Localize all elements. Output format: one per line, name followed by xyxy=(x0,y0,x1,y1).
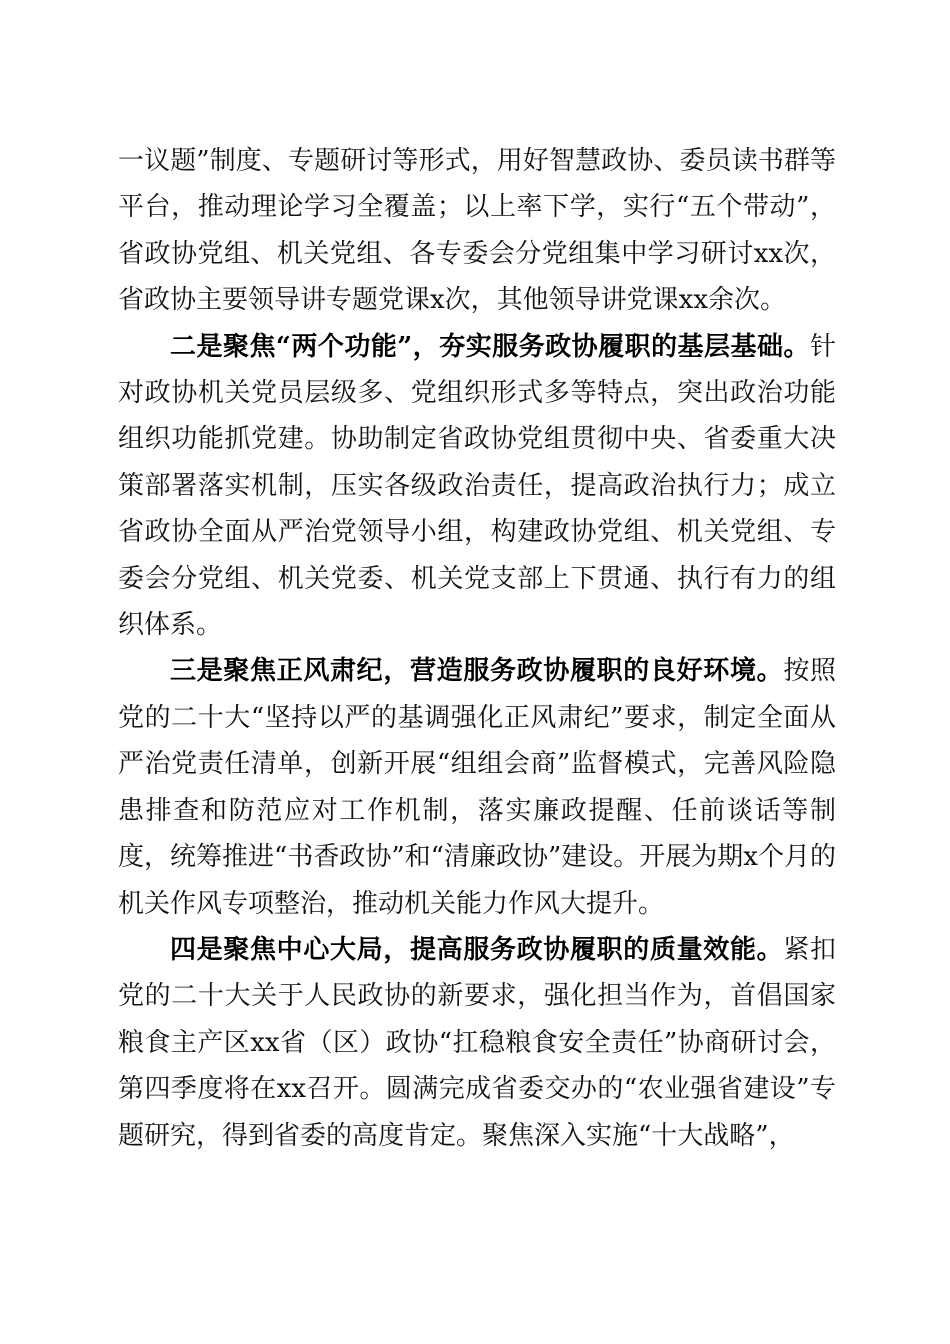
paragraph-3-body: 按照党的二十大“坚持以严的基调强化正风肃纪”要求，制定全面从严治党责任清单，创新开展“组组会商”监督模式，完善风险隐患排查和防范应对工作机制，落实廉政提醒、任前谈话等制度，统筹推进“书香政协”和“清廉政协”建设。开展为期x个月的机关作风专项整治，推动机关能力作风大提升。 xyxy=(118,656,836,919)
paragraph-continuation xyxy=(118,138,836,324)
paragraph-2-lead: 二是聚焦“两个功能”，夯实服务政协履职的基层基础。 xyxy=(170,331,810,362)
document-body xyxy=(118,138,836,1159)
paragraph-central-tasks xyxy=(118,927,836,1159)
paragraph-3-lead: 三是聚焦正风肃纪，营造服务政协履职的良好环境。 xyxy=(170,656,784,687)
paragraph-two-functions xyxy=(118,324,836,649)
paragraph-2-body: 针对政协机关党员层级多、党组织形式多等特点，突出政治功能组织功能抓党建。协助制定省政协党组贯彻中央、省委重大决策部署落实机制，压实各级政治责任，提高政治执行力；成立省政协全面从严治党领导小组，构建政协党组、机关党组、专委会分党组、机关党委、机关党支部上下贯通、执行有力的组织体系。 xyxy=(118,331,836,641)
paragraph-4-body: 紧扣党的二十大关于人民政协的新要求，强化担当作为，首倡国家粮食主产区xx省（区）政协“扛稳粮食安全责任”协商研讨会，第四季度将在xx召开。圆满完成省委交办的“农业强省建设”专题研究，得到省委的高度肯定。聚焦深入实施“十大战略”， xyxy=(118,934,836,1151)
paragraph-1-body: 一议题”制度、专题研讨等形式，用好智慧政协、委员读书群等平台，推动理论学习全覆盖；以上率下学，实行“五个带动”，省政协党组、机关党组、各专委会分党组集中学习研讨xx次，省政协主要领导讲专题党课x次，其他领导讲党课xx余次。 xyxy=(118,146,836,316)
paragraph-discipline xyxy=(118,648,836,926)
paragraph-4-lead: 四是聚焦中心大局，提高服务政协履职的质量效能。 xyxy=(170,934,784,965)
